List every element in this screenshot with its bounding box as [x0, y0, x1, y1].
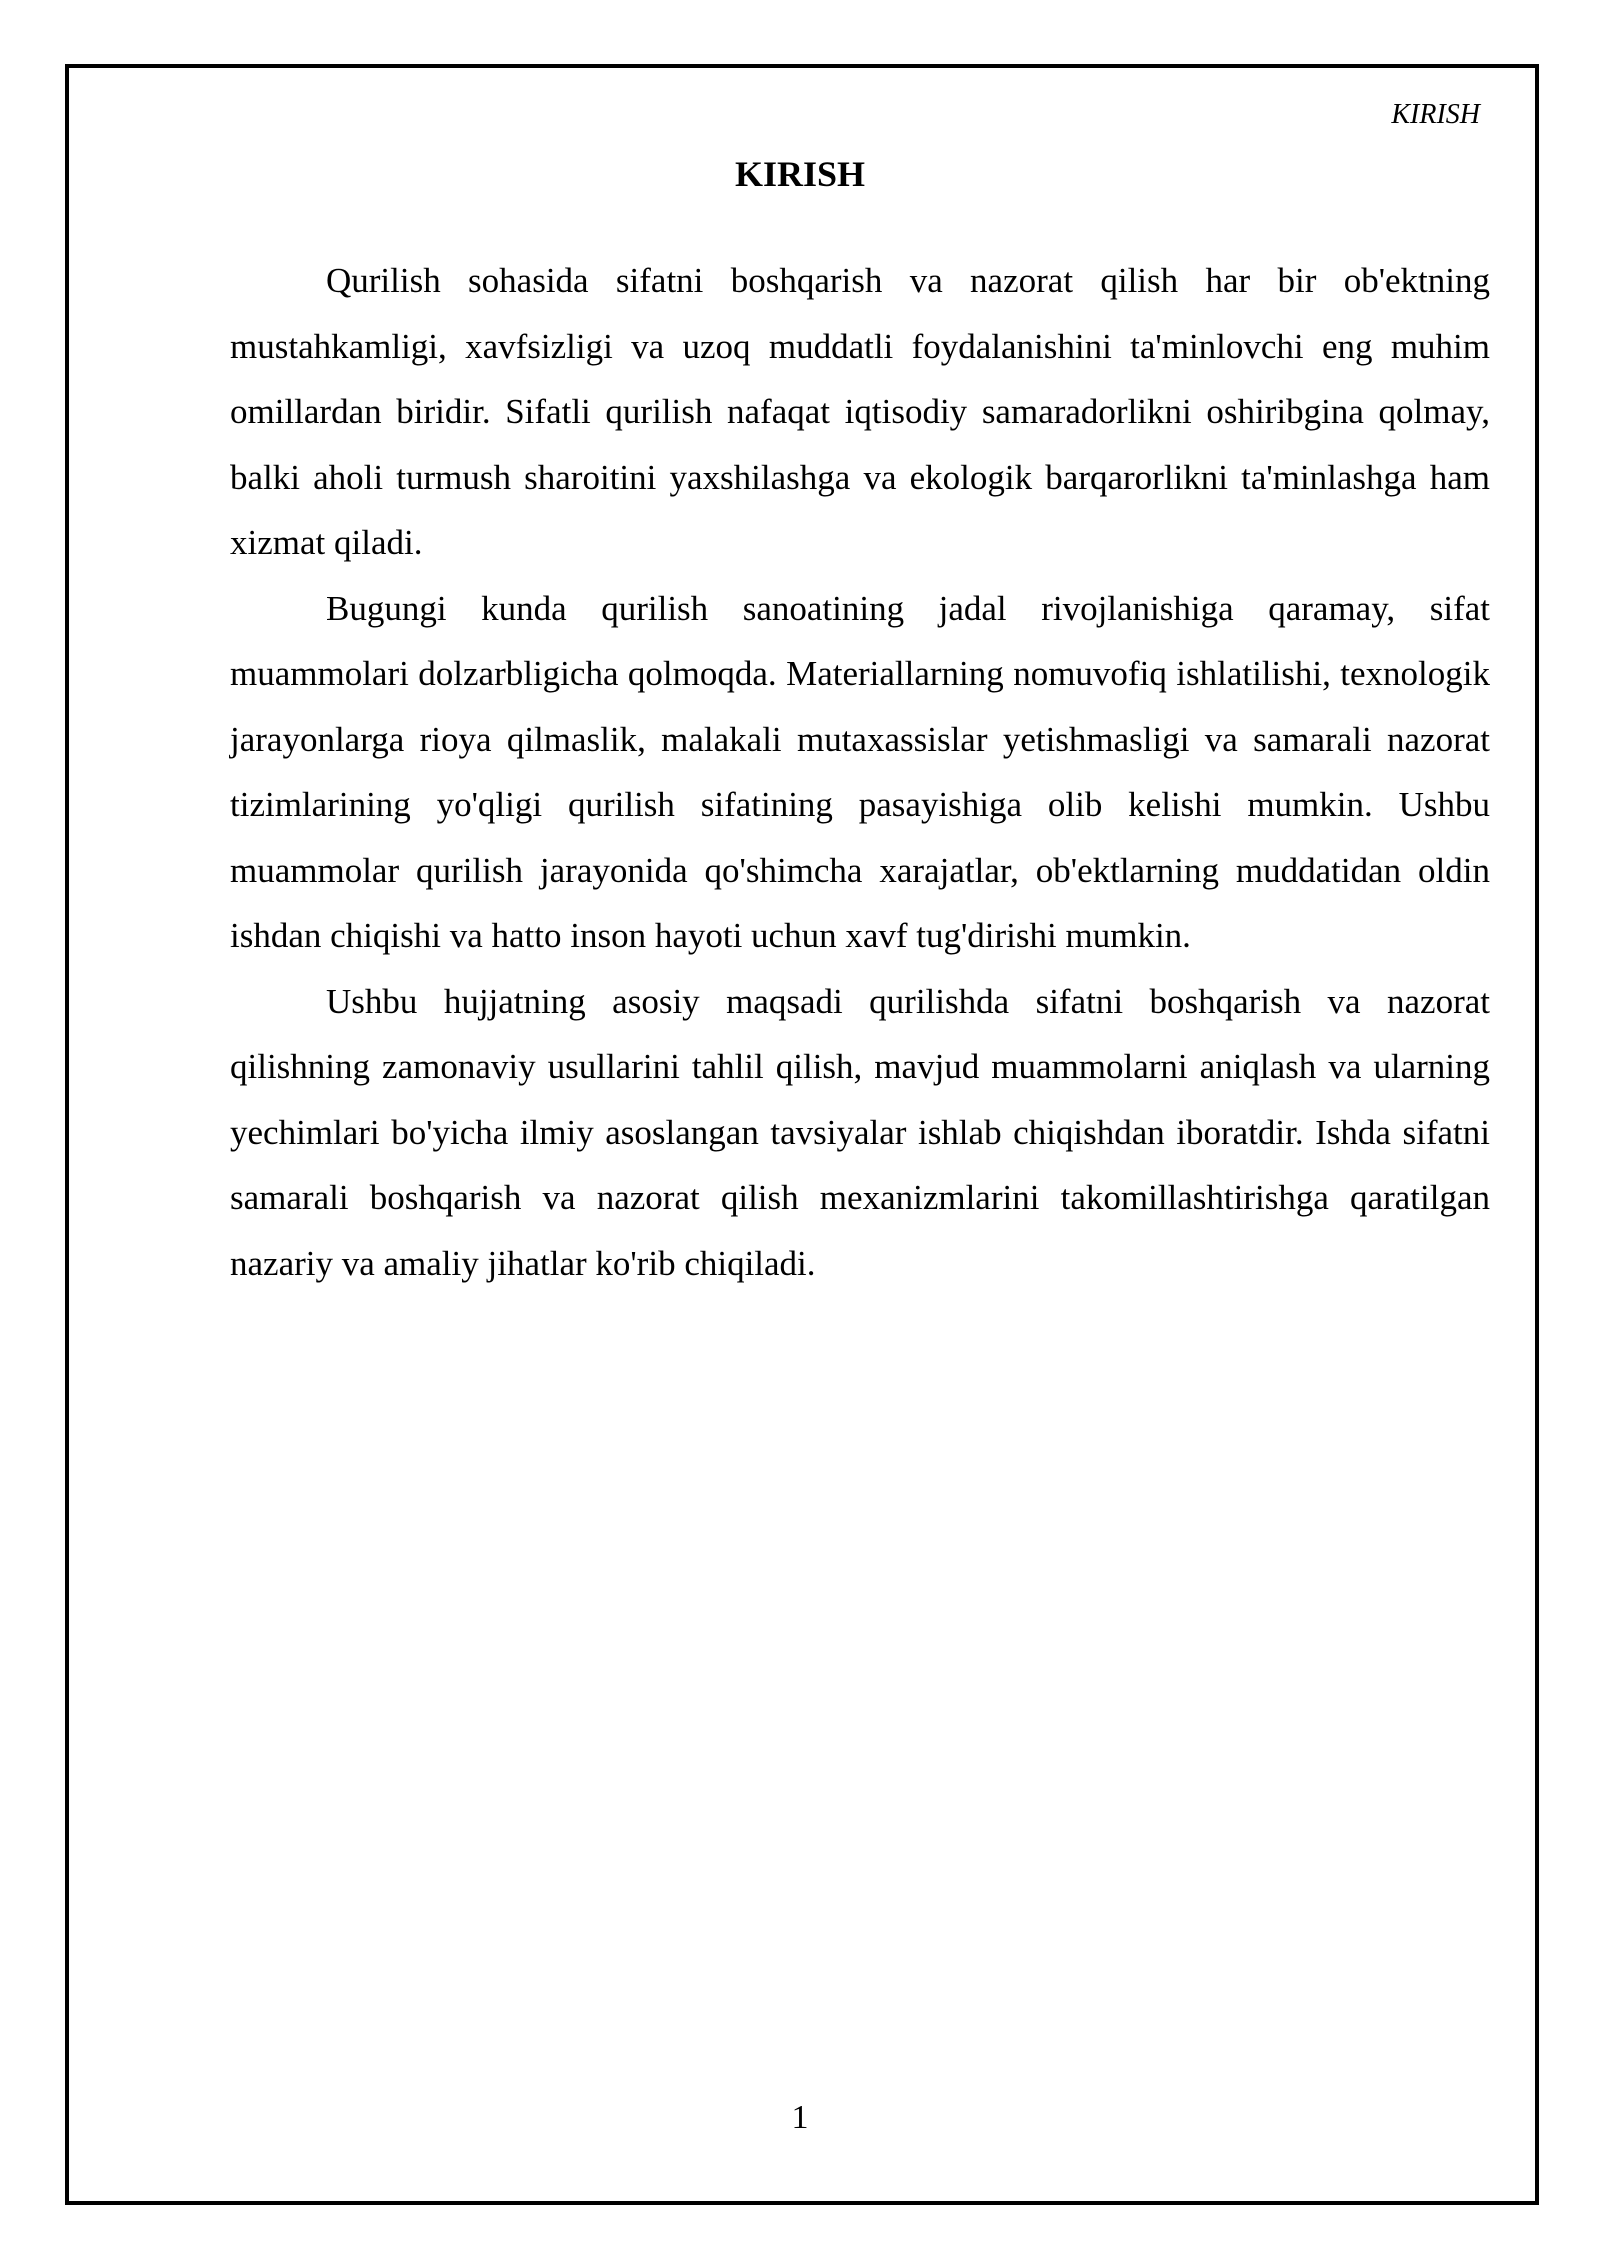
- page-number: 1: [791, 2099, 809, 2136]
- paragraph: Qurilish sohasida sifatni boshqarish va nazorat qilish har bir ob'ektning mustahkamligi, xavfsizligi va uzoq muddatli foydalanishini ta'minlovchi eng muhim omillardan biridir. Sifatli qurilish nafaqat iqtisodiy samaradorlikni oshiribgina qolmay, balki aholi turmush sharoitini yaxshilashga va ekologik barqarorlikni ta'minlashga ham xizmat qiladi.: [230, 261, 1490, 562]
- paragraph: Ushbu hujjatning asosiy maqsadi qurilishda sifatni boshqarish va nazorat qilishning zamonaviy usullarini tahlil qilish, mavjud muammolarni aniqlash va ularning yechimlari bo'yicha ilmiy asoslangan tavsiyalar ishlab chiqishdan iboratdir. Ishda sifatni samarali boshqarish va nazorat qilish mexanizmlarini takomillashtirishga qaratilgan nazariy va amaliy jihatlar ko'rib chiqiladi.: [230, 981, 1490, 1283]
- running-header: KIRISH: [1391, 99, 1480, 130]
- body-text: [230, 248, 1490, 1296]
- page-title: KIRISH: [734, 154, 866, 194]
- paragraph: Bugungi kunda qurilish sanoatining jadal rivojlanishiga qaramay, sifat muammolari dolzarbligicha qolmoqda. Materiallarning nomuvofiq ishlatilishi, texnologik jarayonlarga rioya qilmaslik, malakali mutaxassislar yetishmasligi va samarali nazorat tizimlarining yo'qligi qurilish sifatining pasayishiga olib kelishi mumkin. Ushbu muammolar qurilish jarayonida qo'shimcha xarajatlar, ob'ektlarning muddatidan oldin ishdan chiqishi va hatto inson hayoti uchun xavf tug'dirishi mumkin.: [230, 588, 1490, 955]
